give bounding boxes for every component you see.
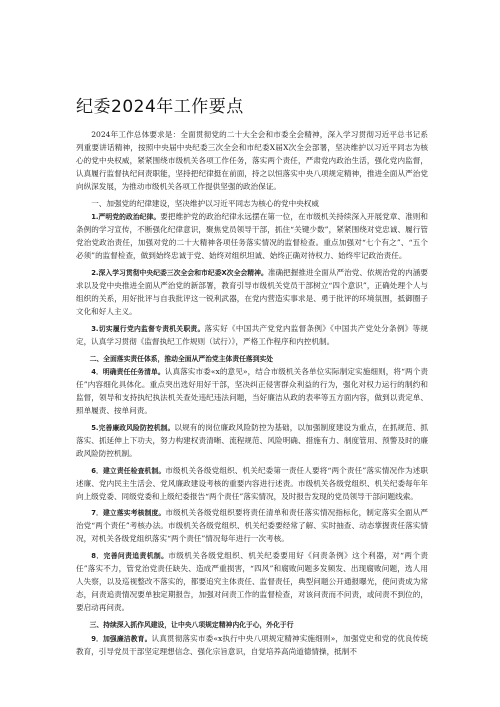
section-heading: 三、持续深入抓作风建设，让中央八项规定精神内化于心，外化于行 <box>89 620 294 629</box>
item-lead: 6．建立责任检查机制。 <box>91 466 166 475</box>
intro-paragraph: 2024年工作总体要求是：全面贯彻党的二十大全会和市委全会精神，深入学习贯彻习近平总书记系列重要讲话精神，按照中央届中央纪委三次全会和市纪委X届X次全会部署，坚决维护以习近平同志为核心的党中央权威，紧紧围绕市级机关各项工作任务，落实两个责任，严肃党内政治生活，强化党内监督，认真履行监督执纪问责职能，坚持把纪律挺在前面，持之以恒落实中央八项规定精神，推进全面从严治党向纵深发展，为推动市级机关各项工作提供坚强的政治保证。 <box>76 130 428 191</box>
item-lead: 3.切实履行党内监督专责机关职责。 <box>91 324 205 333</box>
item-text: 以规有的岗位廉政风险防控为基础，以加强制度建设为重点，在抓规范、抓落实、抓延伸上下功夫，努力构建权责清晰、流程规范、风险明确、措施有力、制度管用、预警及时的廉政风险防控机制。 <box>76 423 429 458</box>
item-text: 市级机关各级党组织、机关纪委第一责任人要将“两个责任”落实情况作为述职述廉、党内民主生活会、党风廉政建设考核的重要内容进行述责。市级机关各级党组织、机关纪委每年年向上级党委、同级党委和上级纪委报告“两个责任”落实情况，及时报告发现的党员领导干部问题线索。 <box>76 465 428 501</box>
item-text: 市级机关各级党组织、机关纪委要用好《问责条例》这个利器，对“两个责任”落实不力，管党治党责任缺失、造成严重损害，“四风”和腐败问题多发频发、出现腐败问题，选人用人失察，以及巡视整改不落实的，都要追究主体责任、监督责任，典型问题公开通报曝光，使问责成为常态，问责追责情况要单独定期报告，加强对问责工作的监督检查，对该问责而不问责，或问责不到位的，要启动再问责。 <box>76 551 428 612</box>
item-lead: 4．明确责任任务清单。 <box>91 368 165 377</box>
item-text: 准确把握推进全面从严治党、依规治党的内涵要求以及党中央推进全面从严治党的新部署，教育引导市级机关党员干部树立“四个意识”，正确处理个人与组织的关系，用好批评与自我批评这一锐利武器，在党内营造实事求是、勇于批评的环境氛围，抵御圈子文化和好人主义。 <box>76 268 428 316</box>
item-text: 要把维护党的政治纪律永远摆在第一位，在市级机关持续深入开展党章、准则和条例的学习宣传，不断强化纪律意识，聚焦党员领导干部，抓住“关键少数”，紧紧围绕对党忠诚、履行管党治党政治责任，加强对党的二十大精神各项任务落实情况的监督检查。重点加强对“七个有之”、“五个必须”的监督检查，做到始终忠诚于党、始终对组织坦诚、始终正确对待权力、始终牢记政治责任。 <box>76 212 428 261</box>
section-item <box>76 366 428 418</box>
section-heading: 二、全面落实责任体系，推动全面从严治党主体责任落到实处 <box>89 354 274 363</box>
section-item <box>76 211 428 263</box>
section-item <box>76 323 428 349</box>
item-text: 认真落实市委«x的意见»，结合市级机关各单位实际制定实施细则，将“两个责任”内容细化具体化。重点突出选好用好干部，坚决纠正侵害群众利益的行为，强化对权力运行的制约和监督，领导和支持执纪执法机关查处违纪违法问题，当好廉洁从政的表率等五方面内容，做到以责定单、照单履责、按单问责。 <box>76 367 428 416</box>
item-lead: 1.严明党的政治纪律。 <box>91 213 161 222</box>
section-heading: 一、加强党的纪律建设，坚决维护以习近平同志为核心的党中央权威 <box>91 198 319 208</box>
section-item <box>76 267 428 319</box>
section-item <box>76 465 428 504</box>
item-lead: 8．完善问责追责机制。 <box>91 552 169 561</box>
section-item <box>76 633 428 659</box>
section-item <box>76 422 428 461</box>
item-text: 市级机关各级党组织要将责任清单和责任落实情况指标化，制定落实全面从严治党“两个责任”考核办法。市级机关各级党组织、机关纪委要经常了解、实时抽查、动态掌握责任落实情况，对机关各级党组织落实“两个责任”情况每年进行一次考核。 <box>76 508 428 544</box>
item-lead: 2.深入学习贯彻中央纪委三次全会和市纪委X次全会精神。 <box>91 269 268 278</box>
item-lead: 7．建立落实考核制度。 <box>91 509 166 518</box>
item-lead: 5.完善廉政风险防控机制。 <box>91 424 175 433</box>
item-lead: 9．加强廉洁教育。 <box>91 634 152 643</box>
document-page <box>76 92 428 662</box>
document-title: 纪委2024年工作要点 <box>76 97 244 117</box>
item-text: 认真贯彻落实市委«x执行中央八项规定精神实施细则»，加强党史和党的优良传统教育，引导党员干部坚定理想信念、强化宗旨意识，自觉培养高尚道德情操，抵制不 <box>76 633 428 656</box>
item-text: 落实好《中国共产党党内监督条例》《中国共产党处分条例》等规定，认真学习贯彻《监督执纪工作规则（试行）》，严格工作程序和内控机制。 <box>76 323 428 346</box>
section-item <box>76 507 428 546</box>
section-item <box>76 550 428 615</box>
